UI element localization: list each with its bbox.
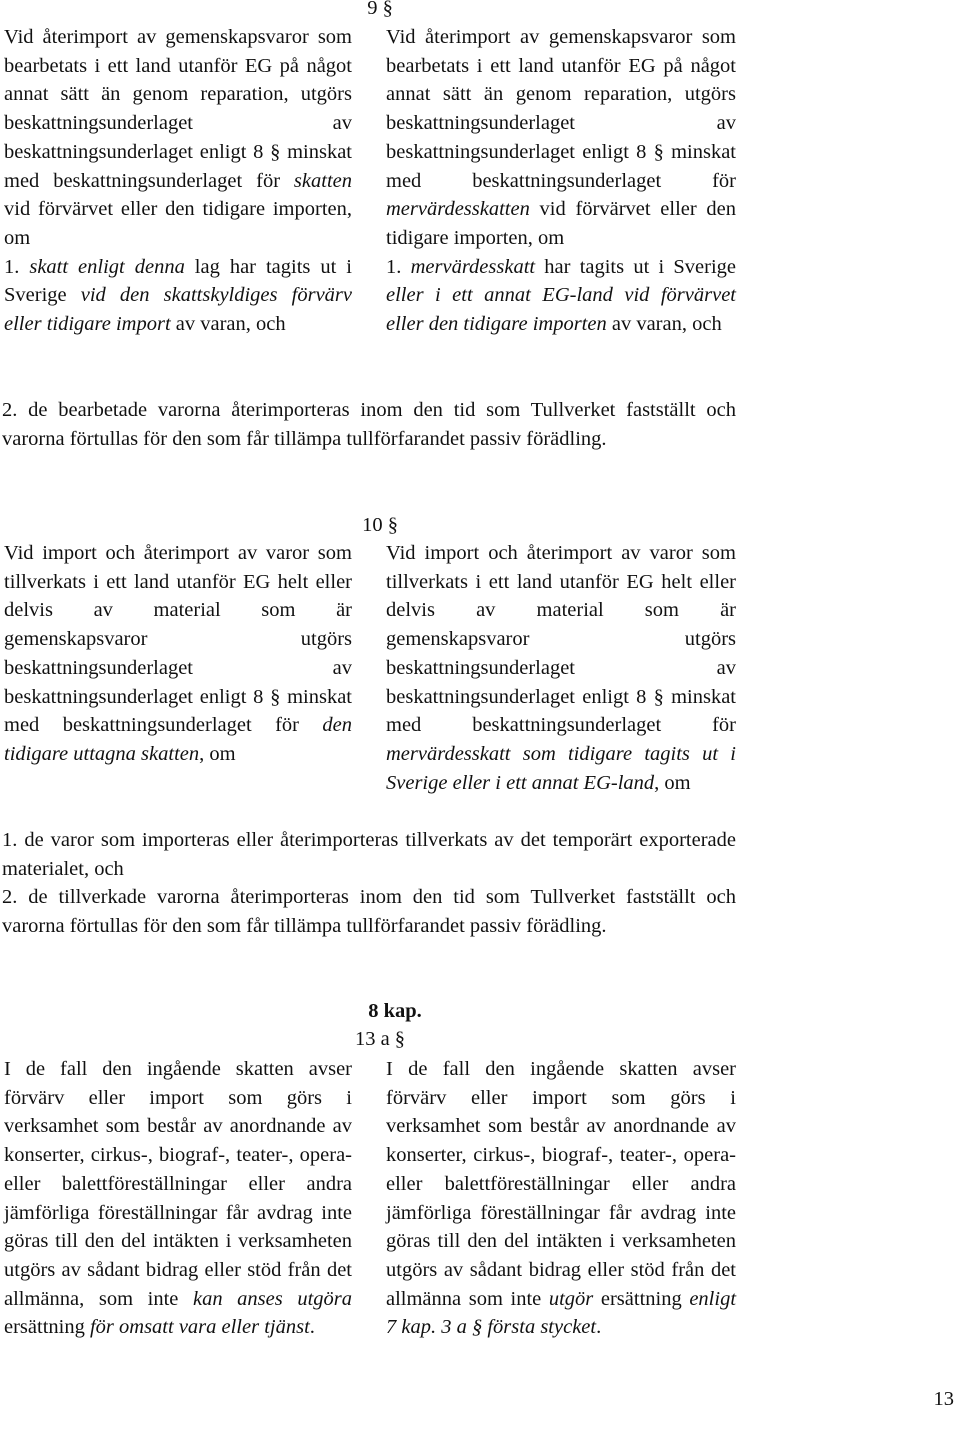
italic-text: skatt enligt denna	[29, 255, 185, 278]
text: vid förvärvet eller den tidigare importen, om	[4, 198, 352, 249]
paragraph	[4, 23, 352, 253]
paragraph	[2, 396, 736, 453]
text: , om	[199, 742, 236, 765]
text: 2. de tillverkade varorna återimporteras inom den tid som Tullverket fastställt och varorna förtullas för den som får tillämpa tullförfarandet passiv förädling.	[2, 886, 736, 938]
italic-text: skatten	[293, 169, 352, 192]
paragraph	[386, 253, 736, 339]
italic-text: den tidigare uttagna skatten	[4, 714, 352, 765]
paragraph	[386, 539, 736, 797]
section-10-number: 10 §	[362, 514, 398, 536]
section-9-number: 9 §	[367, 0, 393, 19]
text: Vid import och återimport av varor som tillverkats i ett land utanför EG helt eller delvis av material som är gemenskapsvaror utgörs beskattningsunderlaget av beskattningsunderlaget enligt 8 § minskat med beskattningsunderlaget för	[386, 542, 736, 737]
text: ersättning	[593, 1287, 690, 1310]
italic-text: vid den skattskyldiges förvärv eller tidigare import	[4, 284, 352, 336]
section-13a-left-column	[4, 1055, 352, 1342]
italic-text: eller i ett annat EG-land vid förvärvet eller den tidigare importen	[386, 284, 736, 336]
text: lag har tagits ut i Sverige	[4, 255, 352, 307]
italic-text: mervärdesskatt som tidigare tagits ut i Sverige eller i ett annat EG-land	[386, 742, 736, 794]
page-number: 13	[933, 1388, 954, 1410]
text: 1.	[386, 255, 411, 278]
section-13a-right-column	[386, 1055, 736, 1342]
text: av varan, och	[606, 313, 722, 336]
italic-text: utgör	[548, 1287, 594, 1310]
section-9-right-column	[386, 23, 736, 339]
paragraph	[4, 253, 352, 339]
text: 1.	[4, 255, 30, 278]
section-10-right-column	[386, 539, 736, 797]
text: I de fall den ingående skatten avser förvärv eller import som görs i verksamhet som består av anordnande av konserter, cirkus-, biograf-, teater-, opera- eller balettföreställningar eller andra jämförliga föreställningar får avdrag inte göras till den del intäkten i verksamheten utgörs av sådant bidrag eller stöd från det allmänna som inte	[386, 1058, 736, 1310]
text: har tagits ut i Sverige	[535, 255, 736, 278]
italic-text: kan anses utgöra	[192, 1287, 353, 1310]
paragraph	[386, 1055, 736, 1342]
text: Vid återimport av gemenskapsvaror som bearbetats i ett land utanför EG på något annat sätt än genom reparation, utgörs beskattningsunderlaget av beskattningsunderlaget enligt 8 § minskat med beskattningsunderlaget för	[4, 26, 352, 192]
italic-text: mervärdesskatt	[410, 255, 536, 278]
section-13a-number: 13 a §	[354, 1028, 406, 1050]
section-10-common-text	[2, 826, 736, 941]
paragraph	[4, 1055, 352, 1342]
text: Vid import och återimport av varor som tillverkats i ett land utanför EG helt eller delvis av material som är gemenskapsvaror utgörs beskattningsunderlaget av beskattningsunderlaget enligt 8 § minskat med beskattningsunderlaget för	[4, 542, 352, 737]
paragraph	[4, 539, 352, 769]
text: .	[309, 1316, 315, 1339]
text: .	[596, 1316, 602, 1339]
text: vid förvärvet eller den tidigare importen, om	[386, 198, 736, 249]
text: I de fall den ingående skatten avser förvärv eller import som görs i verksamhet som består av anordnande av konserter, cirkus-, biograf-, teater-, opera- eller balettföreställningar eller andra jämförliga föreställningar får avdrag inte göras till den del intäkten i verksamheten utgörs av sådant bidrag eller stöd från det allmänna, som inte	[4, 1058, 352, 1310]
section-10-left-column	[4, 539, 352, 769]
text: av varan, och	[170, 313, 286, 336]
chapter-heading: 8 kap.	[368, 1000, 422, 1022]
text: Vid återimport av gemenskapsvaror som bearbetats i ett land utanför EG på något annat sätt än genom reparation, utgörs beskattningsunderlaget av beskattningsunderlaget enligt 8 § minskat med beskattningsunderlaget för	[386, 26, 736, 192]
text: 1. de varor som importeras eller återimporteras tillverkats av det temporärt exporterade materialet, och	[2, 829, 736, 880]
paragraph	[386, 23, 736, 253]
text: , om	[654, 771, 691, 794]
section-9-left-column	[4, 23, 352, 339]
section-9-common-text	[2, 396, 736, 453]
paragraph	[2, 883, 736, 940]
text: ersättning	[4, 1316, 90, 1339]
paragraph	[2, 826, 736, 883]
text: 2. de bearbetade varorna återimporteras inom den tid som Tullverket fastställt och varorna förtullas för den som får tillämpa tullförfarandet passiv förädling.	[2, 399, 736, 450]
italic-text: enligt 7 kap. 3 a § första stycket	[386, 1287, 737, 1339]
italic-text: för omsatt vara eller tjänst	[89, 1316, 310, 1339]
italic-text: mervärdesskatten	[386, 198, 530, 221]
